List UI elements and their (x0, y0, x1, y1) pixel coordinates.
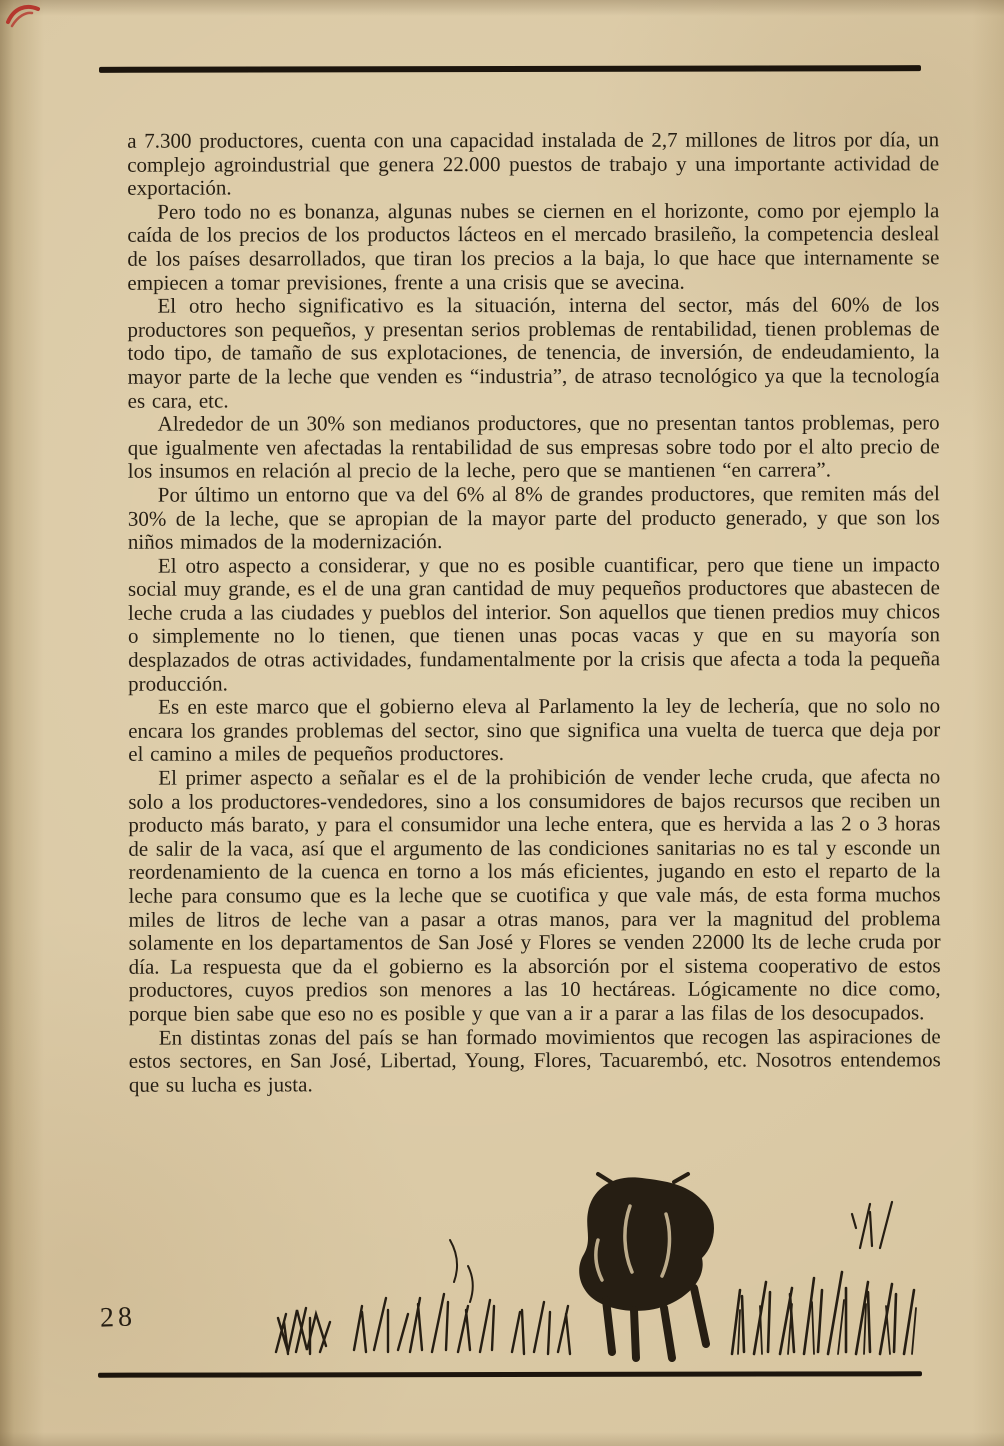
red-pen-mark-icon (2, 0, 54, 30)
bottom-rule (98, 1371, 922, 1377)
top-rule (99, 65, 921, 73)
paragraph: a 7.300 productores, cuenta con una capacidad instalada de 2,7 millones de litros por día, un complejo agroindustrial que genera 22.000 puestos de trabajo y una importante actividad de exportación. (127, 127, 940, 200)
paragraph: Es en este marco que el gobierno eleva al Parlamento la ley de lechería, que no solo no encara los grandes problemas del sector, sino que significa una vuelta de tuerca que deja por el camino a miles de pequeños productores. (128, 693, 941, 767)
grass-right (732, 1202, 916, 1354)
article-body (127, 128, 941, 1097)
paragraph: En distintas zonas del país se han formado movimientos que recogen las aspiraciones de estos sectores, en San José, Libertad, Young, Flores, Tacuarembó, etc. Nosotros entendemos que su lucha es justa. (128, 1023, 941, 1097)
paragraph: Por último un entorno que va del 6% al 8% de grandes productores, que remiten más del 30% de la leche, que se apropian de la mayor parte del producto generado, y que son los niños mimados de la modernización. (127, 481, 940, 554)
paragraph: Pero todo no es bonanza, algunas nubes se ciernen en el horizonte, como por ejemplo la caída de los precios de los productos lácteos en el mercado brasileño, la competencia desleal de los países desarrollados, que tiran los precios a la baja, lo que hace que internamente se empiecen a tomar previsiones, frente a una crisis que se avecina. (127, 198, 940, 295)
paragraph: El otro hecho significativo es la situación, interna del sector, más del 60% de los productores son pequeños, y presentan serios problemas de rentabilidad, tienen problemas de todo tipo, de tamaño de sus explotaciones, de tenencia, de inversión, de endeudamiento, la mayor parte de la leche que venden es “industria”, de atraso tecnológico ya que la tecnología es cara, etc. (127, 292, 940, 413)
grass-left (276, 1240, 570, 1354)
paragraph: El otro aspecto a considerar, y que no es posible cuantificar, pero que tiene un impacto social muy grande, es el de una gran cantidad de muy pequeños productores que abastecen de leche cruda a las ciudades y pueblos del interior. Son aquellos que tienen predios muy chicos o simplemente no lo tienen, que tienen unas pocas vacas y que en su mayoría son desplazados de otras actividades, fundamentalmente por la crisis que afecta a toda la pequeña producción. (127, 551, 941, 696)
page-number: 28 (99, 1301, 137, 1334)
cow-body (579, 1174, 714, 1358)
paragraph: Alrededor de un 30% son medianos productores, que no presentan tantos problemas, pero que igualmente ven afectadas la rentabilidad de sus empresas sobre todo por el alto precio de los insumos en relación al precio de la leche, pero que se mantienen “en carrera”. (127, 410, 940, 484)
cow-grazing-illustration (262, 1170, 927, 1370)
paragraph: El primer aspecto a señalar es el de la prohibición de vender leche cruda, que afecta no solo a los productores-vendedores, sino a los consumidores de bajos recursos que reciben un producto más barato, y para el consumidor una leche entera, que es hervida a las 2 o 3 horas de salir de la vaca, así que el argumento de las condiciones sanitarias no es tal y esconde un reordenamiento de la cuenca en torno a los más eficientes, jugando en esto el reparto de la leche para consumo que es la leche que se cuotifica y que vale más, de esta forma muchos miles de litros de leche van a pasar a otras manos, para ver la magnitud del problema solamente en los departamentos de San José y Flores se venden 22000 lts de leche cruda por día. La respuesta que da el gobierno es la absorción por el sistema cooperativo de estos productores, cuyos predios son menores a las 10 hectáreas. Lógicamente no dice como, porque bien sabe que eso no es posible y que van a ir a parar a las filas de los desocupados. (128, 764, 941, 1026)
